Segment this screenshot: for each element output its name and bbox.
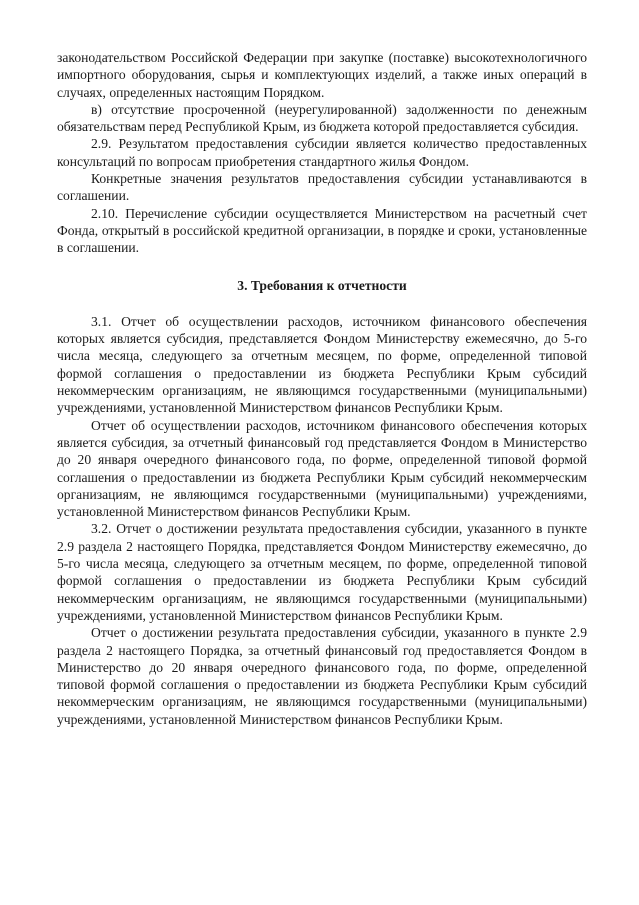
paragraph-3-2: 3.2. Отчет о достижении результата предоставления субсидии, указанного в пункте 2.9 раздела 2 настоящего Порядка, представляется Фондом Министерству ежемесячно, до 5-го числа месяца, следующего за отчетным месяцем, по форме, определенной типовой формой соглашения о предоставлении из бюджета Республики Крым субсидий некоммерческим организациям, не являющимся государственными (муниципальными) учреждениями, установленной Министерством финансов Республики Крым. bbox=[57, 521, 587, 623]
paragraph-3-1-annual: Отчет об осуществлении расходов, источником финансового обеспечения которых является субсидия, за отчетный финансовый год представляется Фондом в Министерство до 20 января очередного финансового года, по форме, определенной типовой формой соглашения о предоставлении из бюджета Республики Крым субсидий некоммерческим организациям, не являющимся государственными (муниципальными) учреждениями, установленной Министерством финансов Республики Крым. bbox=[57, 417, 587, 520]
paragraph-item-v: в) отсутствие просроченной (неурегулированной) задолженности по денежным обязательствам перед Республикой Крым, из бюджета которой предоставляется субсидия. bbox=[57, 101, 587, 135]
paragraph-3-1: 3.1. Отчет об осуществлении расходов, источником финансового обеспечения которых является субсидия, представляется Фондом Министерству ежемесячно, до 5-го числа месяца, следующего за отчетным месяцем, по форме, определенной типовой формой соглашения о предоставлении из бюджета Республики Крым субсидий некоммерческим организациям, не являющимся государственными (муниципальными) учреждениями, установленной Министерством финансов Республики Крым. bbox=[57, 313, 587, 416]
paragraph-2-10: 2.10. Перечисление субсидии осуществляется Министерством на расчетный счет Фонда, открытый в российской кредитной организации, в порядке и сроки, установленные в соглашении. bbox=[57, 205, 587, 256]
section-heading: 3. Требования к отчетности bbox=[237, 277, 407, 293]
paragraph-continuation: законодательством Российской Федерации при закупке (поставке) высокотехнологичного импортного оборудования, сырья и комплектующих изделий, а также иных операций в случаях, определенных настоящим Порядком. bbox=[57, 50, 587, 100]
paragraph-2-9: 2.9. Результатом предоставления субсидии является количество предоставленных консультаций по вопросам приобретения стандартного жилья Фондом. bbox=[57, 136, 587, 169]
document-page bbox=[57, 49, 587, 728]
paragraph-3-2-annual: Отчет о достижении результата предоставления субсидии, указанного в пункте 2.9 раздела 2 настоящего Порядка, за отчетный финансовый год предоставляется Фондом в Министерство до 20 января очередного финансового года, по форме, определенной типовой формой соглашения о предоставлении из бюджета Республики Крым субсидий некоммерческим организациям, не являющимся государственными (муниципальными) учреждениями, установленной Министерством финансов Республики Крым. bbox=[57, 625, 587, 727]
paragraph-result-values: Конкретные значения результатов предоставления субсидии устанавливаются в соглашении. bbox=[57, 171, 587, 204]
